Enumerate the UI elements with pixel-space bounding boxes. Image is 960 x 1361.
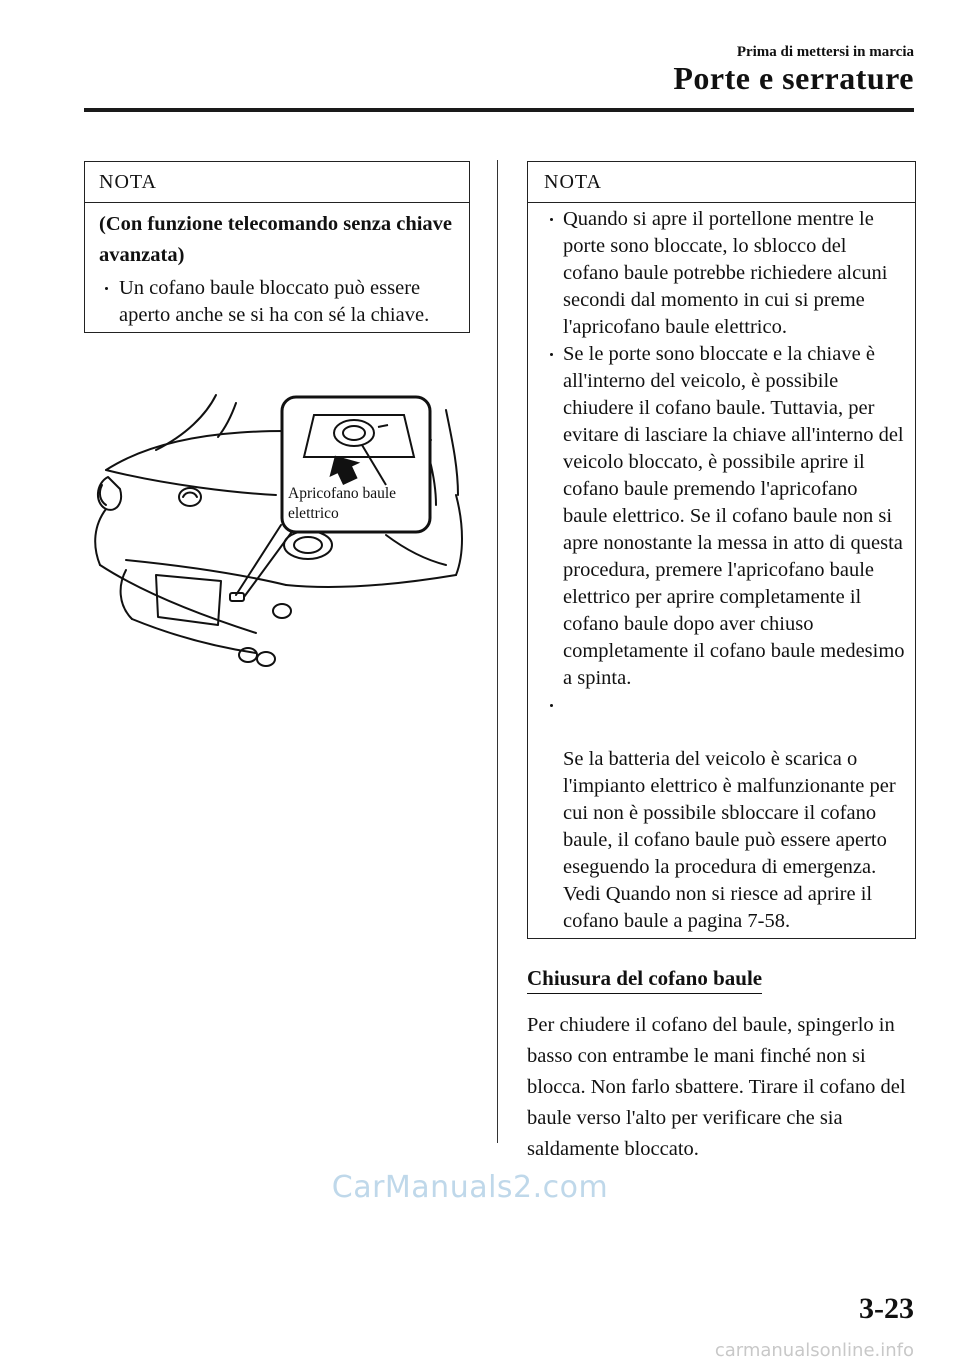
column-divider (497, 160, 498, 1143)
note-bullet (85, 275, 469, 329)
note-bullet-text: Quando si apre il portellone mentre le porte sono bloccate, lo sblocco del cofano baule potrebbe richiedere alcuni secondi dal momento in cui si preme l'apricofano baule elettrico. (563, 208, 888, 338)
footer-site-link[interactable]: carmanualsonline.info (714, 1340, 914, 1361)
note-bullet-text: Se le porte sono bloccate e la chiave è all'interno del veicolo, è possibile chiudere il cofano baule. Tuttavia, per evitare di lasciare la chiave all'interno del veicolo bloccato, è possibile aprire il cofano baule premendo l'apricofano baule elettrico. Se il cofano baule non si apre nonostante la messa in atto di questa procedura, premere l'apricofano baule elettrico per aprire completamente il cofano baule dopo aver chiuso completamente il cofano baule medesimo a spinta. (563, 343, 905, 689)
note-title: NOTA (528, 162, 915, 203)
running-header-section: Prima di mettersi in marcia (736, 44, 914, 60)
callout-label-line1: Apricofano baule (288, 485, 397, 502)
note-title: NOTA (85, 162, 469, 203)
watermark-logo: CarManuals2.com (331, 1170, 609, 1205)
note-box-right (527, 161, 916, 939)
note-bullet-text: Un cofano baule bloccato può essere aperto anche se si ha con sé la chiave. (119, 277, 430, 326)
header-rule (84, 108, 914, 112)
bullet-dot-icon (550, 353, 553, 356)
trunk-opener-illustration (86, 385, 466, 670)
note-bullet-text: Se la batteria del veicolo è scarica o l'impianto elettrico è malfunzionante per cui non è possibile sbloccare il cofano baule, il cofano baule può essere aperto eseguendo la procedura di emergenza. Vedi Quando non si riesce ad aprire il cofano baule a pagina 7-58. (563, 748, 896, 932)
bullet-dot-icon (550, 704, 553, 707)
note-bullets (528, 203, 915, 935)
note-bullet (528, 341, 915, 692)
page-number: 3-23 (859, 1292, 914, 1325)
note-subheading: (Con funzione telecomando senza chiave avanzata) (99, 213, 453, 266)
bullet-dot-icon (105, 287, 108, 290)
callout-label-line2: elettrico (288, 505, 339, 522)
bullet-dot-icon (550, 218, 553, 221)
note-bullet (528, 206, 915, 341)
section-heading: Chiusura del cofano baule (527, 966, 762, 994)
note-bullet (528, 692, 915, 935)
section-body: Per chiudere il cofano del baule, spingerlo in basso con entrambe le mani finché non si blocca. Non farlo sbattere. Tirare il cofano del baule verso l'alto per verificare che sia saldamente bloccato. (527, 1014, 906, 1160)
running-header-chapter: Porte e serrature (673, 60, 914, 96)
note-box-left (84, 161, 470, 333)
